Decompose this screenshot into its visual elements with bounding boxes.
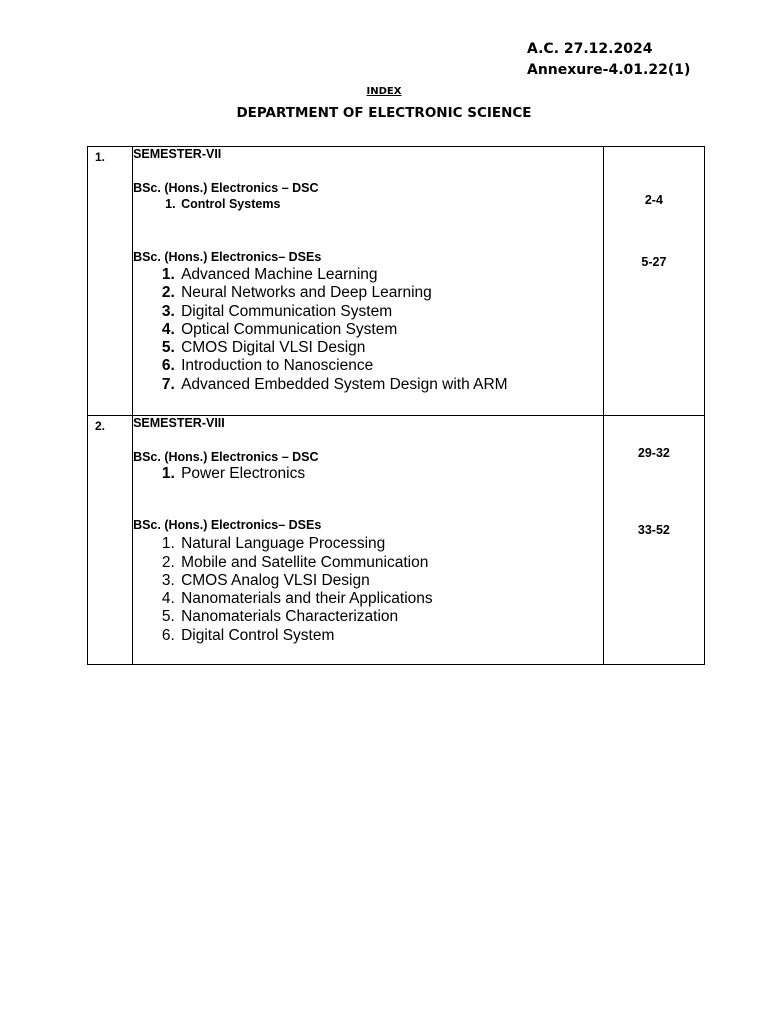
dsc-heading: BSc. (Hons.) Electronics – DSC bbox=[133, 450, 319, 464]
document-header bbox=[527, 39, 690, 81]
dse-heading: BSc. (Hons.) Electronics– DSEs bbox=[133, 518, 322, 533]
dse-page-range: 5-27 bbox=[641, 255, 667, 269]
dse-page-range: 33-52 bbox=[637, 523, 670, 537]
dsc-page-range: 29-32 bbox=[637, 446, 670, 460]
list-item: 3. Digital Communication System bbox=[179, 303, 603, 321]
section-content-cell bbox=[133, 147, 604, 416]
page-range-cell bbox=[603, 147, 704, 416]
list-item: 5. CMOS Digital VLSI Design bbox=[179, 339, 603, 357]
section-number-cell bbox=[88, 416, 133, 665]
section-content-cell bbox=[133, 416, 604, 665]
list-item: 1. Control Systems bbox=[179, 197, 603, 212]
list-item: 6. Digital Control System bbox=[179, 627, 603, 645]
dsc-page-range: 2-4 bbox=[644, 193, 663, 207]
section-number-cell bbox=[88, 147, 133, 416]
ac-date: A.C. 27.12.2024 bbox=[527, 41, 653, 57]
list-item: 1. Advanced Machine Learning bbox=[179, 266, 603, 284]
dse-course-list bbox=[133, 535, 603, 645]
list-item: 6. Introduction to Nanoscience bbox=[179, 357, 603, 375]
list-item: 2. Neural Networks and Deep Learning bbox=[179, 284, 603, 302]
list-item: 4. Nanomaterials and their Applications bbox=[179, 590, 603, 608]
dsc-heading: BSc. (Hons.) Electronics – DSC bbox=[133, 181, 319, 195]
section-number: 2. bbox=[95, 419, 106, 433]
list-item: 4. Optical Communication System bbox=[179, 321, 603, 339]
table-row bbox=[88, 147, 705, 416]
department-title: DEPARTMENT OF ELECTRONIC SCIENCE bbox=[236, 105, 532, 121]
page-range-cell bbox=[603, 416, 704, 665]
annexure-number: Annexure-4.01.22(1) bbox=[527, 62, 691, 78]
index-table bbox=[87, 146, 705, 665]
list-item: 3. CMOS Analog VLSI Design bbox=[179, 572, 603, 590]
list-item: 1. Natural Language Processing bbox=[179, 535, 603, 553]
section-number: 1. bbox=[95, 150, 106, 164]
dse-heading: BSc. (Hons.) Electronics– DSEs bbox=[133, 250, 322, 264]
semester-heading: SEMESTER-VII bbox=[133, 147, 222, 161]
list-item: 5. Nanomaterials Characterization bbox=[179, 608, 603, 626]
index-title: INDEX bbox=[366, 86, 402, 97]
list-item: 7. Advanced Embedded System Design with ARM bbox=[179, 376, 603, 394]
dsc-course-list bbox=[133, 465, 603, 483]
list-item: 2. Mobile and Satellite Communication bbox=[179, 554, 603, 572]
list-item: 1. Power Electronics bbox=[179, 465, 603, 483]
dsc-course-list bbox=[133, 197, 603, 212]
semester-heading: SEMESTER-VIII bbox=[133, 416, 225, 430]
dse-course-list bbox=[133, 266, 603, 394]
table-row bbox=[88, 416, 705, 665]
